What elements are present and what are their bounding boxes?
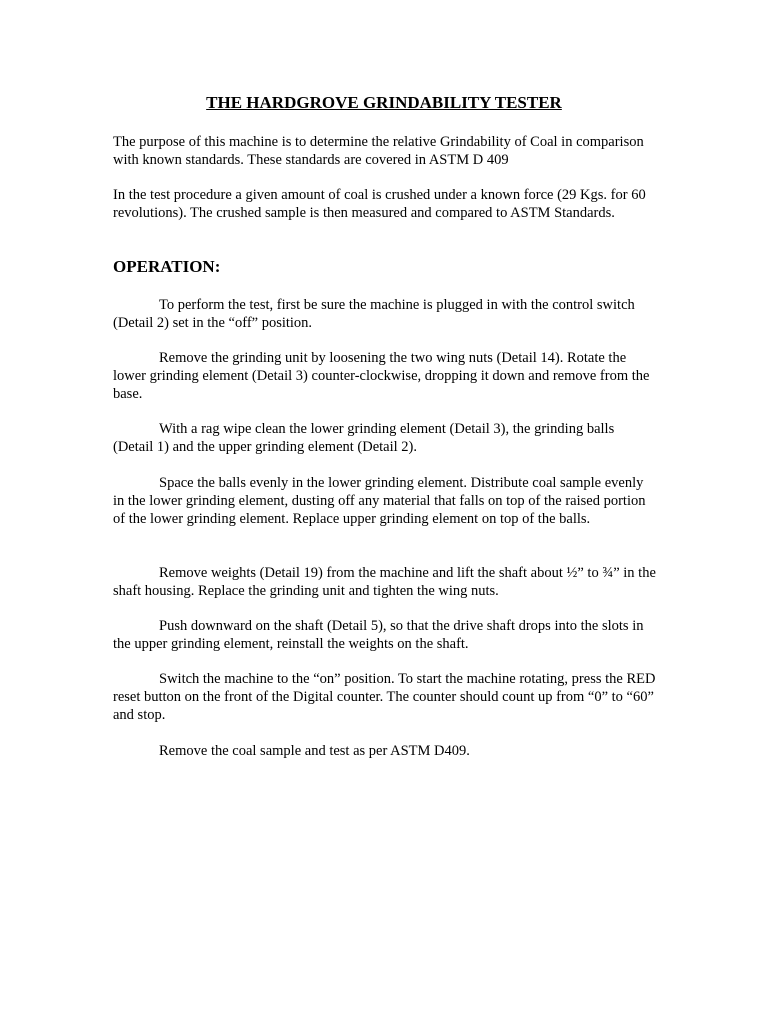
step-paragraph-6: Push downward on the shaft (Detail 5), so that the drive shaft drops into the slots in the upper grinding element, reinstall the weights on the shaft. xyxy=(113,618,644,652)
step-paragraph-8: Remove the coal sample and test as per ASTM D409. xyxy=(159,743,470,759)
operation-heading: OPERATION: xyxy=(113,257,221,276)
document-title: THE HARDGROVE GRINDABILITY TESTER xyxy=(206,93,562,112)
intro-paragraph-procedure: In the test procedure a given amount of coal is crushed under a known force (29 Kgs. for 60 revolutions). The crushed sample is then measured and compared to ASTM Standards. xyxy=(113,187,646,221)
step-paragraph-7: Switch the machine to the “on” position. To start the machine rotating, press the RED reset button on the front of the Digital counter. The counter should count up from “0” to “60” and stop. xyxy=(113,671,656,723)
step-paragraph-4: Space the balls evenly in the lower grinding element. Distribute coal sample evenly in the lower grinding element, dusting off any material that falls on top of the raised portion of the lower grinding element. Replace upper grinding element on top of the balls. xyxy=(113,475,646,527)
step-paragraph-2: Remove the grinding unit by loosening the two wing nuts (Detail 14). Rotate the lower grinding element (Detail 3) counter-clockwise, dropping it down and remove from the base. xyxy=(113,350,650,402)
step-paragraph-1: To perform the test, first be sure the machine is plugged in with the control switch (Detail 2) set in the “off” position. xyxy=(113,297,635,331)
step-paragraph-5: Remove weights (Detail 19) from the machine and lift the shaft about ½” to ¾” in the shaft housing. Replace the grinding unit and tighten the wing nuts. xyxy=(113,565,656,599)
intro-paragraph-purpose: The purpose of this machine is to determine the relative Grindability of Coal in comparison with known standards. These standards are covered in ASTM D 409 xyxy=(113,134,644,168)
step-paragraph-3: With a rag wipe clean the lower grinding element (Detail 3), the grinding balls (Detail 1) and the upper grinding element (Detail 2). xyxy=(113,421,615,455)
